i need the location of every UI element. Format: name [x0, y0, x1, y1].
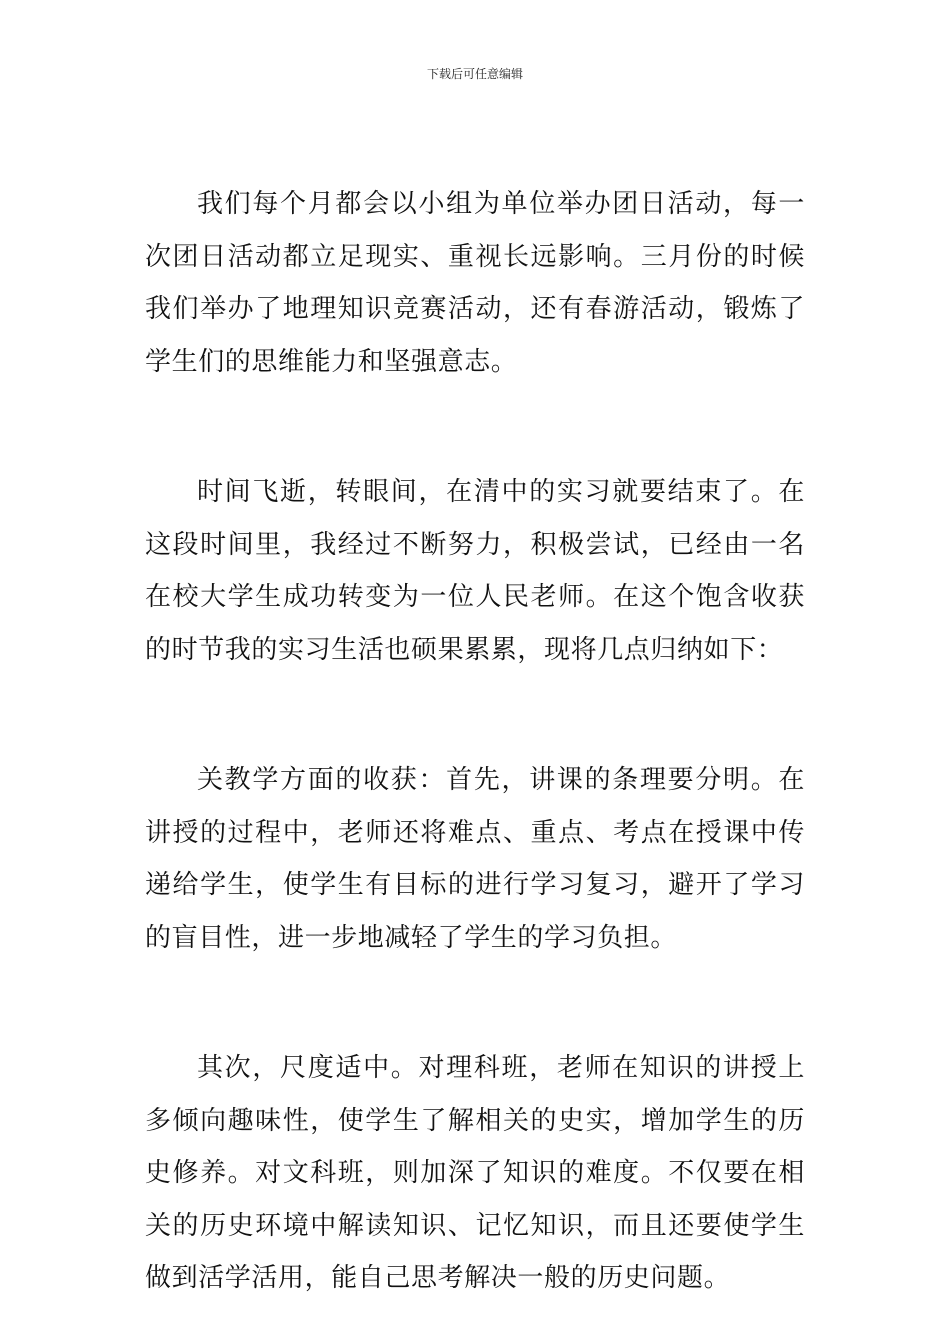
- page-header: 下载后可任意编辑: [426, 67, 523, 81]
- document-body: [145, 178, 805, 1305]
- paragraph-2: 时间飞逝，转眼间，在清中的实习就要结束了。在这段时间里，我经过不断努力，积极尝试，已经由一名在校大学生成功转变为一位人民老师。在这个饱含收获的时节我的实习生活也硕果累累，现将几点归纳如下：: [145, 477, 805, 665]
- paragraph-3: 关教学方面的收获：首先，讲课的条理要分明。在讲授的过程中，老师还将难点、重点、考点在授课中传递给学生，使学生有目标的进行学习复习，避开了学习的盲目性，进一步地减轻了学生的学习负担。: [145, 765, 805, 953]
- paragraph-1: 我们每个月都会以小组为单位举办团日活动，每一次团日活动都立足现实、重视长远影响。三月份的时候我们举办了地理知识竞赛活动，还有春游活动，锻炼了学生们的思维能力和坚强意志。: [145, 189, 805, 377]
- paragraph-4: 其次，尺度适中。对理科班，老师在知识的讲授上多倾向趣味性，使学生了解相关的史实，增加学生的历史修养。对文科班，则加深了知识的难度。不仅要在相关的历史环境中解读知识、记忆知识，而且还要使学生做到活学活用，能自己思考解决一般的历史问题。: [145, 1053, 805, 1293]
